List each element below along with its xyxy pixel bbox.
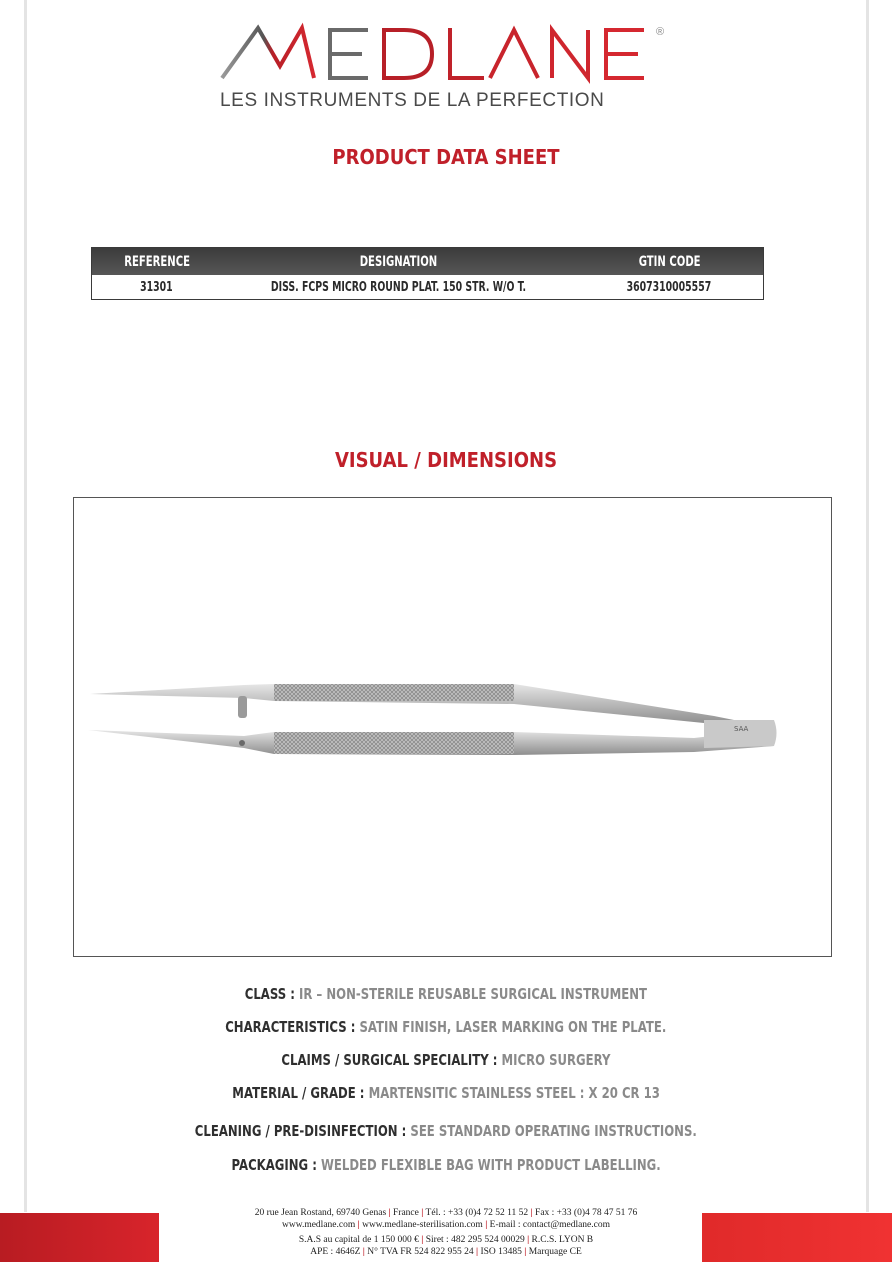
website-link[interactable]: www.medlane.com: [281, 1220, 356, 1230]
footer-company-line: S.A.S au capital de 1 150 000 € | Siret : 482 295 524 00029 | R.C.S. LYON B: [298, 1235, 594, 1245]
header-gtin-code: GTIN CODE: [638, 253, 701, 270]
table-header-row: [92, 248, 763, 275]
registered-mark: ®: [656, 26, 665, 38]
spec-packaging: PACKAGING : WELDED FLEXIBLE BAG WITH PRODUCT LABELLING.: [231, 1156, 661, 1174]
footer-address-line: 20 rue Jean Rostand, 69740 Genas | France | Tél. : +33 (0)4 72 52 11 52 | Fax : +33 (0)4 78 47 51 76: [254, 1208, 638, 1218]
cell-reference: 31301: [140, 279, 174, 295]
spec-class: CLASS : IR – NON-STERILE REUSABLE SURGICAL INSTRUMENT: [244, 985, 648, 1003]
spec-claims: CLAIMS / SURGICAL SPECIALITY : MICRO SURGERY: [281, 1051, 611, 1069]
visual-dimensions-title: VISUAL / DIMENSIONS: [334, 448, 558, 472]
laser-marking-text: SAA: [734, 725, 749, 733]
brand-tagline: LES INSTRUMENTS DE LA PERFECTION: [220, 90, 605, 111]
product-data-sheet-title: PRODUCT DATA SHEET: [332, 145, 560, 169]
spec-material: MATERIAL / GRADE : MARTENSITIC STAINLESS STEEL : X 20 CR 13: [232, 1084, 660, 1102]
product-visual-frame: [73, 497, 832, 957]
footer-registration-line: APE : 4646Z | N° TVA FR 524 822 955 24 | ISO 13485 | Marquage CE: [310, 1247, 582, 1257]
header-reference: REFERENCE: [123, 253, 190, 270]
micro-forceps-image: [74, 498, 830, 955]
cell-gtin-code: 3607310005557: [626, 279, 712, 295]
header-designation: DESIGNATION: [359, 253, 438, 270]
cell-designation: DISS. FCPS MICRO ROUND PLAT. 150 STR. W/O T.: [271, 279, 527, 295]
email-link[interactable]: E-mail : contact@medlane.com: [489, 1220, 610, 1230]
spec-cleaning: CLEANING / PRE-DISINFECTION : SEE STANDARD OPERATING INSTRUCTIONS.: [194, 1122, 698, 1140]
table-row: [92, 275, 763, 299]
sterilisation-website-link[interactable]: www.medlane-sterilisation.com: [362, 1220, 483, 1230]
footer-web-line: www.medlane.com | www.medlane-sterilisation.com | E-mail : contact@medlane.com: [281, 1220, 610, 1230]
spec-characteristics: CHARACTERISTICS : SATIN FINISH, LASER MARKING ON THE PLATE.: [225, 1018, 667, 1036]
medlane-wordmark-graphic: [218, 22, 658, 84]
product-reference-table: [91, 247, 764, 300]
